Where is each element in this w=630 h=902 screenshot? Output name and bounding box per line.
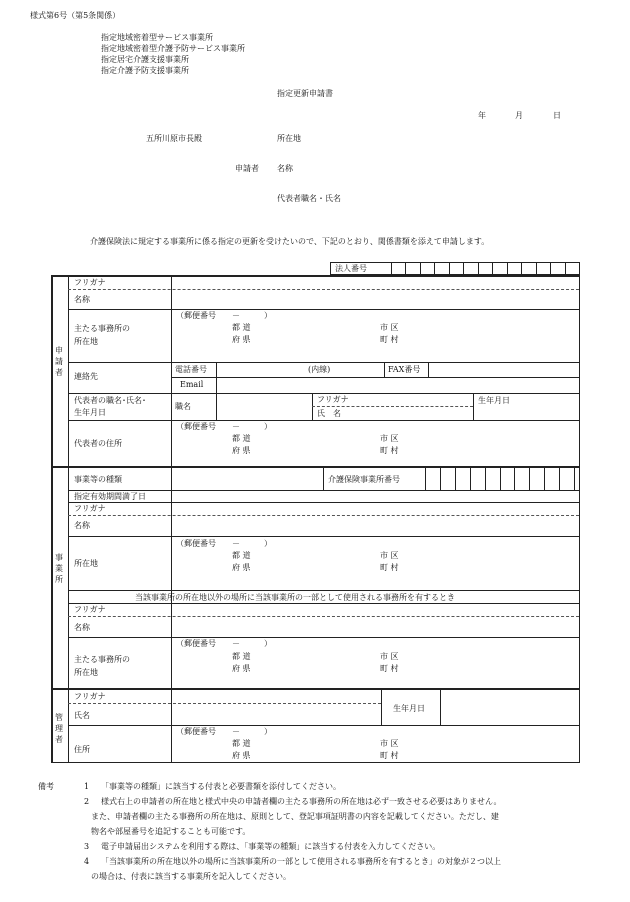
row-line — [68, 637, 579, 638]
fuken-label-5: 府 県 — [232, 751, 251, 760]
digit-cell-divider — [565, 262, 566, 275]
col-line — [384, 362, 385, 377]
other-location-label: 所在地 — [74, 668, 98, 677]
other-main-office-label: 主たる事務所の — [74, 655, 130, 664]
business-type-2: 指定地域密着型介護予防サービス事業所 — [101, 44, 245, 53]
digit-cell-divider — [507, 262, 508, 275]
note-2c: 物名や部屋番号を追記することも可能です。 — [91, 827, 251, 836]
applicant-address-label: 所在地 — [277, 134, 301, 143]
office-name-label: 名称 — [74, 521, 90, 530]
other-name-label: 名称 — [74, 623, 90, 632]
todo-label: 都 道 — [232, 323, 251, 332]
office-location-label: 所在地 — [74, 559, 98, 568]
note-2-num: 2 — [84, 797, 90, 806]
note-2: 様式右上の申請者の所在地と様式中央の申請者欄の主たる事務所の所在地は必ず一致させる必要はありません。 — [101, 797, 502, 806]
note-3: 電子申請届出システムを利用する際は、「事業等の種類」に該当する付表を入力してください。 — [101, 842, 441, 851]
date-day: 日 — [553, 111, 561, 120]
row-line — [68, 603, 579, 604]
digit-cell-divider — [455, 466, 456, 490]
doc-title: 指定更新申請書 — [277, 89, 333, 98]
shiku-label: 市 区 — [380, 323, 399, 332]
corp-number-label: 法人番号 — [335, 264, 367, 273]
rep-title-label: 代表者の職名･氏名･ — [74, 396, 146, 405]
note-1: 「事業等の種類」に該当する付表と必要書類を添付してください。 — [101, 782, 341, 791]
row-line — [68, 490, 579, 491]
col-line — [171, 466, 172, 490]
shiku-label-4: 市 区 — [380, 652, 399, 661]
main-office-label: 主たる事務所の — [74, 324, 130, 333]
note-2b: また、申請者欄の主たる事務所の所在地は、原則として、登記事項証明書の内容を記載してください。ただし、建 — [91, 812, 499, 821]
furigana-label: フリガナ — [74, 278, 106, 287]
date-month: 月 — [515, 111, 523, 120]
note-3-num: 3 — [84, 842, 90, 851]
applicant-label: 申請者 — [235, 164, 259, 173]
note-4b: の場合は、付表に該当する事業所を記入してください。 — [91, 872, 291, 881]
business-type-1: 指定地域密着型サービス事業所 — [101, 33, 213, 42]
digit-cell-divider — [529, 466, 530, 490]
notes-label: 備考 — [38, 782, 54, 791]
section-office: 事 業 所 — [55, 553, 63, 584]
section-manager: 管 理 者 — [55, 713, 63, 744]
tel-label: 電話番号 — [175, 365, 207, 374]
col-line — [425, 466, 426, 490]
col-line — [381, 688, 382, 725]
form-id: 様式第6号（第5条関係） — [30, 11, 121, 20]
email-label: Email — [180, 380, 204, 389]
fuken-label-3: 府 県 — [232, 563, 251, 572]
col-line — [428, 362, 429, 377]
digit-cell-divider — [544, 466, 545, 490]
addressee: 五所川原市長殿 — [146, 134, 202, 143]
table-bottom — [51, 762, 580, 763]
office-furigana-label: フリガナ — [74, 504, 106, 513]
dashed-line — [68, 289, 579, 290]
dashed-line — [312, 406, 473, 407]
digit-cell-divider — [485, 466, 486, 490]
todo-label-2: 都 道 — [232, 434, 251, 443]
other-furigana-label: フリガナ — [74, 605, 106, 614]
shiku-label-2: 市 区 — [380, 434, 399, 443]
shimei-label: 氏 名 — [317, 409, 341, 418]
business-type-4: 指定介護予防支援事業所 — [101, 66, 189, 75]
digit-cell-divider — [478, 262, 479, 275]
name-label: 名称 — [74, 295, 90, 304]
mgr-furigana-label: フリガナ — [74, 692, 106, 701]
ins-number-label: 介護保険事業所番号 — [328, 475, 400, 484]
col-line — [323, 466, 324, 490]
shokumei-label: 職名 — [175, 402, 191, 411]
naisen-label: (内線) — [308, 365, 331, 374]
biz-type-label: 事業等の種類 — [74, 475, 122, 484]
table-top — [51, 275, 580, 277]
todo-label-3: 都 道 — [232, 551, 251, 560]
todo-label-4: 都 道 — [232, 652, 251, 661]
mgr-address-label: 住所 — [74, 745, 90, 754]
applicant-rep-label: 代表者職名・氏名 — [277, 194, 341, 203]
digit-cell-divider — [434, 262, 435, 275]
digit-cell-divider — [500, 466, 501, 490]
row-line — [68, 309, 579, 310]
digit-cell-divider — [463, 262, 464, 275]
applicant-name-label: 名称 — [277, 164, 293, 173]
row-line — [68, 725, 579, 726]
row-line — [68, 420, 579, 421]
digit-cell-divider — [536, 262, 537, 275]
applicant-label-col — [171, 275, 172, 466]
fuken-label: 府 県 — [232, 335, 251, 344]
row-line — [68, 590, 579, 591]
dashed-line — [68, 515, 579, 516]
col-line — [473, 393, 474, 420]
chouson-label-4: 町 村 — [380, 664, 399, 673]
digit-cell-divider — [550, 262, 551, 275]
rep-birth-label: 生年月日 — [74, 408, 106, 417]
shiku-label-5: 市 区 — [380, 739, 399, 748]
digit-cell-divider — [420, 262, 421, 275]
chouson-label-5: 町 村 — [380, 751, 399, 760]
postal-label-4: （郵便番号 － ） — [176, 639, 272, 648]
section-divider-1 — [51, 466, 580, 468]
digit-cell-divider — [514, 466, 515, 490]
fax-label: FAX番号 — [388, 365, 421, 374]
intro-text: 介護保険法に規定する事業所に係る指定の更新を受けたいので、下記のとおり、関係書類を添えて申請します。 — [90, 237, 490, 246]
rep-address-label: 代表者の住所 — [74, 439, 122, 448]
digit-cell-divider — [405, 262, 406, 275]
digit-cell-divider — [574, 466, 575, 490]
expiry-label: 指定有効期間満了日 — [74, 492, 146, 501]
note-4-num: 4 — [84, 857, 90, 866]
date-year: 年 — [478, 111, 486, 120]
col-line — [440, 688, 441, 725]
section-applicant: 申 請 者 — [55, 346, 63, 377]
mgr-birth-label: 生年月日 — [393, 704, 425, 713]
furigana2-label: フリガナ — [317, 395, 349, 404]
row-line — [68, 362, 579, 363]
row-line — [68, 502, 579, 503]
digit-cell-divider — [521, 262, 522, 275]
contact-label: 連絡先 — [74, 372, 98, 381]
postal-label-2: （郵便番号 － ） — [176, 422, 272, 431]
digit-cell-divider — [470, 466, 471, 490]
chouson-label-3: 町 村 — [380, 563, 399, 572]
note-4: 「当該事業所の所在地以外の場所に当該事業所の一部として使用される事務所を有するとき」の対象が２つ以上 — [101, 857, 501, 866]
digit-cell-divider — [449, 262, 450, 275]
row-line — [68, 536, 579, 537]
digit-cell-divider — [440, 466, 441, 490]
col-line — [216, 393, 217, 420]
location-label: 所在地 — [74, 337, 98, 346]
other-office-label: 当該事業所の所在地以外の場所に当該事業所の一部として使用される事務所を有するとき — [135, 593, 455, 602]
fuken-label-2: 府 県 — [232, 446, 251, 455]
chouson-label-2: 町 村 — [380, 446, 399, 455]
shiku-label-3: 市 区 — [380, 551, 399, 560]
fuken-label-4: 府 県 — [232, 664, 251, 673]
dashed-line — [68, 703, 381, 704]
todo-label-5: 都 道 — [232, 739, 251, 748]
mgr-name-label: 氏名 — [74, 711, 90, 720]
note-1-num: 1 — [84, 782, 90, 791]
digit-cell-divider — [492, 262, 493, 275]
postal-label: （郵便番号 － ） — [176, 311, 272, 320]
dashed-line — [68, 616, 579, 617]
chouson-label: 町 村 — [380, 335, 399, 344]
business-type-3: 指定居宅介護支援事業所 — [101, 55, 189, 64]
row-line — [68, 393, 579, 394]
postal-label-3: （郵便番号 － ） — [176, 539, 272, 548]
row-line — [171, 377, 579, 378]
digit-cell-divider — [391, 262, 392, 275]
birth2-label: 生年月日 — [478, 396, 510, 405]
section-divider-2 — [51, 688, 580, 690]
postal-label-5: （郵便番号 － ） — [176, 727, 272, 736]
corp-number-box[interactable] — [330, 262, 580, 275]
digit-cell-divider — [559, 466, 560, 490]
